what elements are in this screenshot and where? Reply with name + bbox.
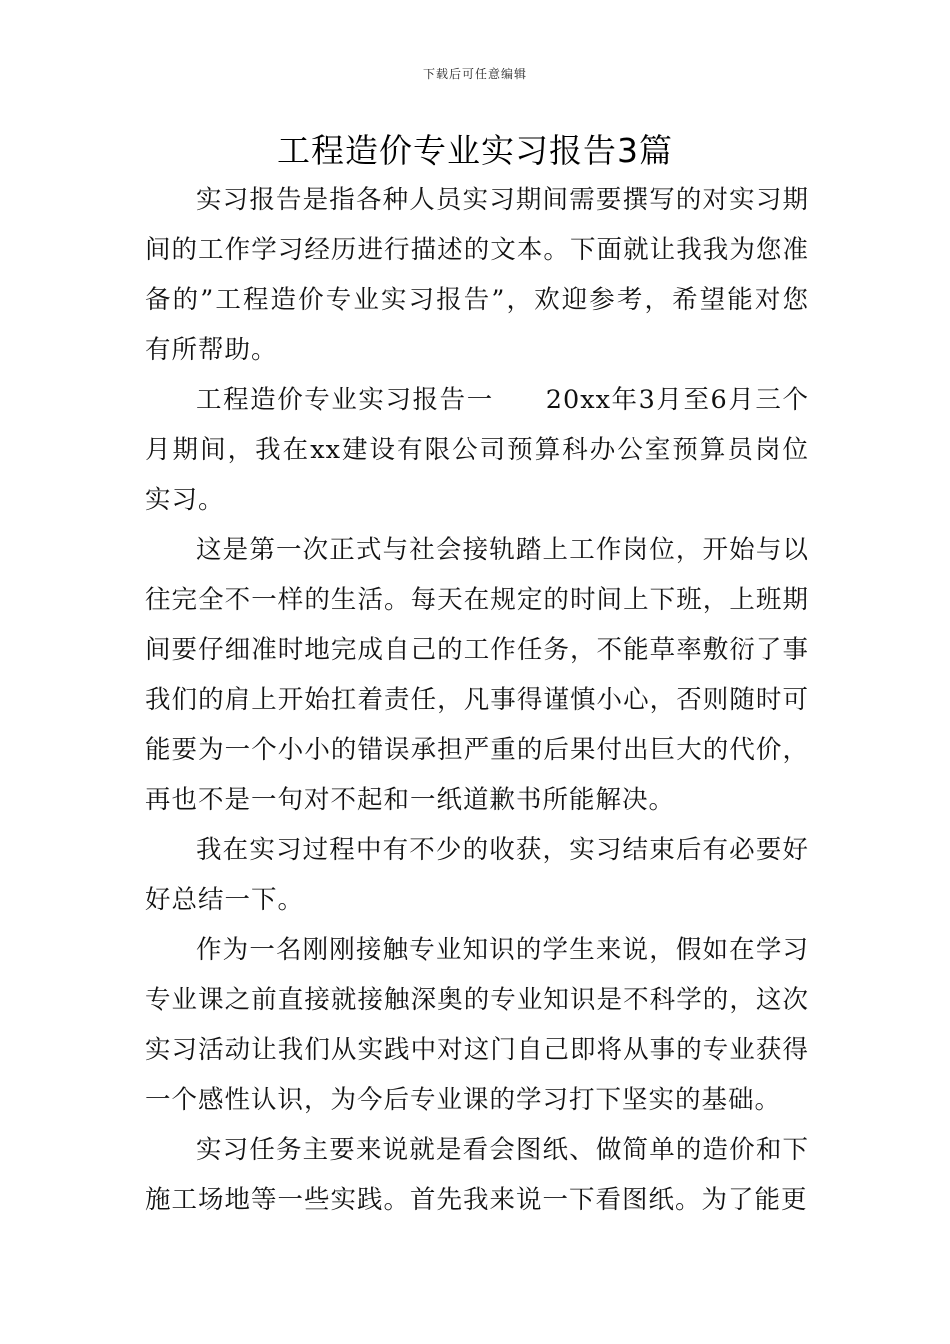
- paragraph-first-job: 这是第一次正式与社会接轨踏上工作岗位，开始与以往完全不一样的生活。每天在规定的时间上下班，上班期间要仔细准时地完成自己的工作任务，不能草率敷衍了事我们的肩上开始扛着责任，凡事得谨慎小心，否则随时可能要为一个小小的错误承担严重的后果付出巨大的代价，再也不是一句对不起和一纸道歉书所能解决。: [145, 535, 809, 815]
- report-one-heading: 工程造价专业实习报告一: [196, 385, 494, 415]
- document-title: 工程造价专业实习报告3篇: [277, 131, 673, 170]
- header-note: 下载后可任意编辑: [422, 67, 527, 81]
- document-body: [145, 175, 809, 1225]
- paragraph-gains: 我在实习过程中有不少的收获，实习结束后有必要好好总结一下。: [145, 835, 809, 915]
- paragraph-report-one: [145, 375, 809, 525]
- paragraph-student: 作为一名刚刚接触专业知识的学生来说，假如在学习专业课之前直接就接触深奥的专业知识是不科学的，这次实习活动让我们从实践中对这门自己即将从事的专业获得一个感性认识，为今后专业课的学习打下坚实的基础。: [145, 935, 809, 1115]
- report-one-text: 20xx年3月至6月三个月期间，我在xx建设有限公司预算科办公室预算员岗位实习。: [145, 385, 809, 515]
- paragraph-tasks: 实习任务主要来说就是看会图纸、做简单的造价和下施工场地等一些实践。首先我来说一下看图纸。为了能更: [145, 1135, 809, 1215]
- paragraph-intro: 实习报告是指各种人员实习期间需要撰写的对实习期间的工作学习经历进行描述的文本。下面就让我我为您准备的”工程造价专业实习报告”，欢迎参考，希望能对您有所帮助。: [145, 185, 809, 365]
